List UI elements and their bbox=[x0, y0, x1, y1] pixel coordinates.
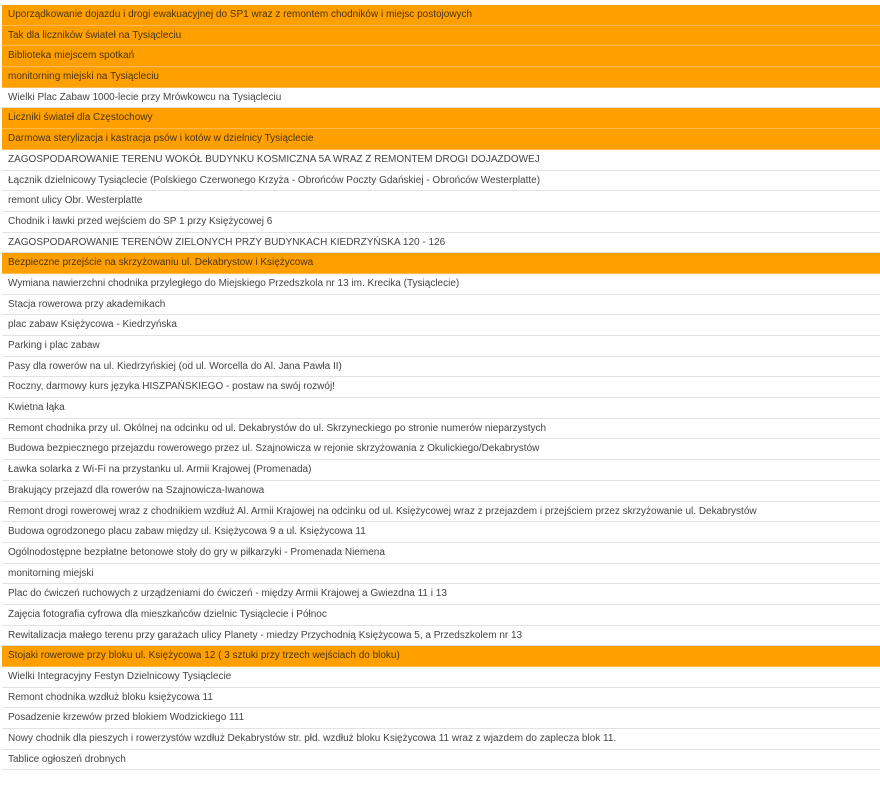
project-row[interactable]: monitorning miejski bbox=[2, 564, 880, 585]
project-row[interactable]: Budowa ogrodzonego placu zabaw między ul. Księżycowa 9 a ul. Księżycowa 11 bbox=[2, 522, 880, 543]
project-row[interactable]: Rewitalizacja małego terenu przy garażach ulicy Planety - miedzy Przychodnią Księżycowa 5, a Przedszkolem nr 13 bbox=[2, 626, 880, 647]
project-row[interactable]: Roczny, darmowy kurs języka HISZPAŃSKIEGO - postaw na swój rozwój! bbox=[2, 377, 880, 398]
project-row[interactable]: Wielki Plac Zabaw 1000-lecie przy Mrówkowcu na Tysiącleciu bbox=[2, 88, 880, 109]
project-row[interactable]: plac zabaw Księżycowa - Kiedrzyńska bbox=[2, 315, 880, 336]
project-row[interactable]: Posadzenie krzewów przed blokiem Wodzickiego 111 bbox=[2, 708, 880, 729]
project-row-selected[interactable]: Liczniki świateł dla Częstochowy bbox=[2, 108, 880, 129]
project-list bbox=[2, 5, 880, 770]
project-row[interactable]: Remont chodnika wzdłuż bloku księżycowa 11 bbox=[2, 688, 880, 709]
project-row[interactable]: Remont chodnika przy ul. Okólnej na odcinku od ul. Dekabrystów do ul. Skrzyneckiego po stronie numerów nieparzystych bbox=[2, 419, 880, 440]
project-row[interactable]: Remont drogi rowerowej wraz z chodnikiem wzdłuż Al. Armii Krajowej na odcinku od ul. Księżycowej wraz z przejazdem i przejściem przez skrzyżowanie ul. Dekabrystów bbox=[2, 502, 880, 523]
project-row[interactable]: Kwietna łąka bbox=[2, 398, 880, 419]
project-row[interactable]: Plac do ćwiczeń ruchowych z urządzeniami do ćwiczeń - między Armii Krajowej a Gwiezdna 11 i 13 bbox=[2, 584, 880, 605]
project-row-selected[interactable]: monitorning miejski na Tysiącleciu bbox=[2, 67, 880, 88]
project-row[interactable]: Tablice ogłoszeń drobnych bbox=[2, 750, 880, 771]
project-row-selected[interactable]: Bezpieczne przejście na skrzyżowaniu ul. Dekabrystow i Księżycowa bbox=[2, 253, 880, 274]
project-row-selected[interactable]: Stojaki rowerowe przy bloku ul. Księżycowa 12 ( 3 sztuki przy trzech wejściach do bloku) bbox=[2, 646, 880, 667]
project-row[interactable]: Wymiana nawierzchni chodnika przyległego do Miejskiego Przedszkola nr 13 im. Krecika (Tysiąclecie) bbox=[2, 274, 880, 295]
project-row-selected[interactable]: Tak dla liczników świateł na Tysiącleciu bbox=[2, 26, 880, 47]
project-row-selected[interactable]: Uporządkowanie dojazdu i drogi ewakuacyjnej do SP1 wraz z remontem chodników i miejsc postojowych bbox=[2, 5, 880, 26]
project-row[interactable]: Parking i plac zabaw bbox=[2, 336, 880, 357]
project-row[interactable]: remont ulicy Obr. Westerplatte bbox=[2, 191, 880, 212]
project-row[interactable]: Nowy chodnik dla pieszych i rowerzystów wzdłuż Dekabrystów str. płd. wzdłuż bloku Księżycowa 11 wraz z wjazdem do zaplecza blok 11. bbox=[2, 729, 880, 750]
project-row[interactable]: Pasy dla rowerów na ul. Kiedrzyńskiej (od ul. Worcella do Al. Jana Pawła II) bbox=[2, 357, 880, 378]
project-row[interactable]: Chodnik i ławki przed wejściem do SP 1 przy Księżycowej 6 bbox=[2, 212, 880, 233]
project-row[interactable]: ZAGOSPODAROWANIE TERENU WOKÓŁ BUDYNKU KOSMICZNA 5A WRAZ Z REMONTEM DROGI DOJAZDOWEJ bbox=[2, 150, 880, 171]
project-row[interactable]: Brakujący przejazd dla rowerów na Szajnowicza-Iwanowa bbox=[2, 481, 880, 502]
project-row[interactable]: Łącznik dzielnicowy Tysiąclecie (Polskiego Czerwonego Krzyża - Obrońców Poczty Gdańskiej - Obrońców Westerplatte) bbox=[2, 171, 880, 192]
project-row[interactable]: ZAGOSPODAROWANIE TERENÓW ZIELONYCH PRZY BUDYNKACH KIEDRZYŃSKA 120 - 126 bbox=[2, 233, 880, 254]
project-row[interactable]: Ławka solarka z Wi-Fi na przystanku ul. Armii Krajowej (Promenada) bbox=[2, 460, 880, 481]
project-row[interactable]: Stacja rowerowa przy akademikach bbox=[2, 295, 880, 316]
project-row-selected[interactable]: Biblioteka miejscem spotkań bbox=[2, 46, 880, 67]
project-row[interactable]: Ogólnodostępne bezpłatne betonowe stoły do gry w piłkarzyki - Promenada Niemena bbox=[2, 543, 880, 564]
project-row[interactable]: Wielki Integracyjny Festyn Dzielnicowy Tysiąclecie bbox=[2, 667, 880, 688]
project-row-selected[interactable]: Darmowa sterylizacja i kastracja psów i kotów w dzielnicy Tysiąclecie bbox=[2, 129, 880, 150]
project-row[interactable]: Zajęcia fotografia cyfrowa dla mieszkańców dzielnic Tysiąclecie i Północ bbox=[2, 605, 880, 626]
project-row[interactable]: Budowa bezpiecznego przejazdu rowerowego przez ul. Szajnowicza w rejonie skrzyżowania z Okulickiego/Dekabrystów bbox=[2, 439, 880, 460]
